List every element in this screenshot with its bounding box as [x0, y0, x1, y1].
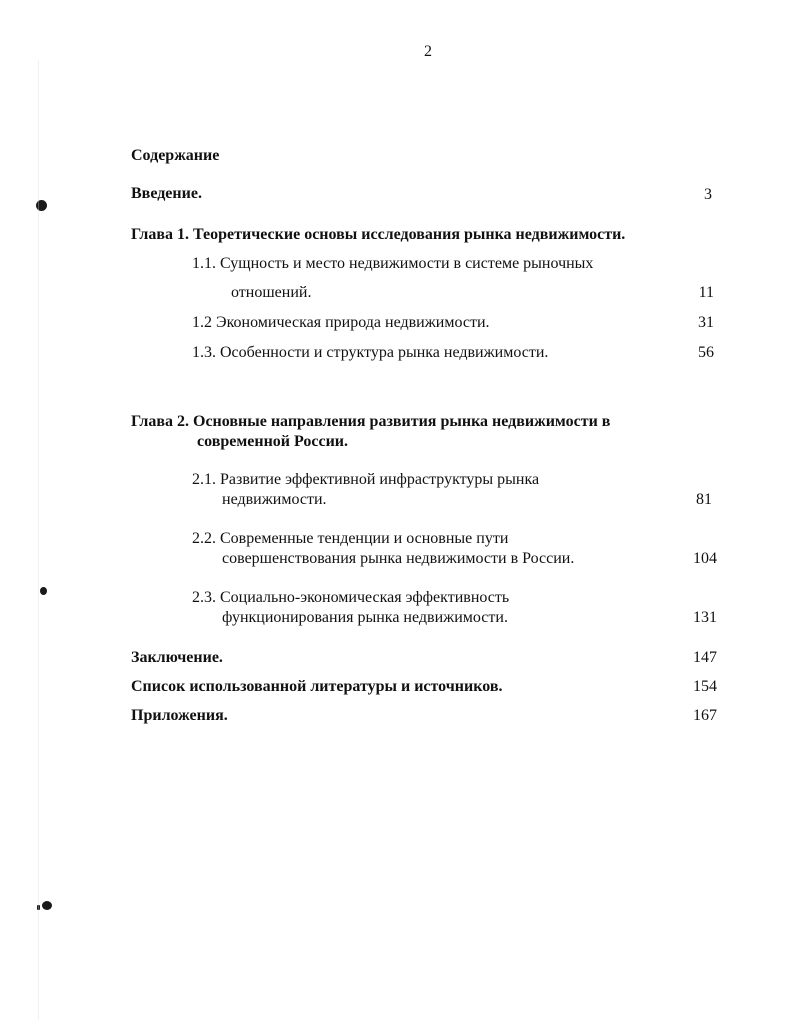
toc-intro-page: 3	[704, 186, 712, 203]
toc-references-page: 154	[693, 678, 717, 695]
toc-section-2-2-page: 104	[693, 550, 717, 567]
toc-section-2-2: 2.2. Современные тенденции и основные пути	[192, 530, 509, 547]
toc-section-1-1-cont: отношений.	[231, 284, 312, 301]
toc-section-1-3-page: 56	[698, 344, 714, 361]
toc-section-2-3-page: 131	[693, 609, 717, 626]
toc-conclusion-page: 147	[693, 649, 717, 666]
toc-section-1-1-page: 11	[698, 284, 714, 301]
toc-appendix-label: Приложения.	[131, 707, 228, 724]
toc-section-1-3: 1.3. Особенности и структура рынка недвижимости.	[192, 344, 549, 361]
scan-speck	[42, 901, 52, 910]
toc-chapter2-title-cont: современной России.	[197, 433, 349, 450]
toc-section-1-1: 1.1. Сущность и место недвижимости в системе рыночных	[192, 255, 594, 272]
toc-section-2-3-cont: функционирования рынка недвижимости.	[222, 609, 508, 626]
toc-references-label: Список использованной литературы и источников.	[131, 678, 503, 695]
scan-margin-line	[38, 60, 39, 1020]
toc-conclusion-label: Заключение.	[131, 649, 223, 666]
toc-appendix-page: 167	[693, 707, 717, 724]
toc-section-2-3: 2.3. Социально-экономическая эффективность	[192, 589, 510, 606]
toc-intro-label: Введение.	[131, 185, 202, 202]
scan-speck	[40, 587, 47, 595]
toc-section-2-1-cont: недвижимости.	[222, 491, 327, 508]
toc-section-1-2-page: 31	[698, 314, 714, 331]
page-number: 2	[424, 43, 432, 60]
toc-heading: Содержание	[131, 147, 220, 164]
toc-section-2-1-page: 81	[696, 491, 712, 508]
toc-section-2-2-cont: совершенствования рынка недвижимости в России.	[222, 550, 575, 567]
toc-chapter1-title: Глава 1. Теоретические основы исследования рынка недвижимости.	[131, 226, 626, 243]
toc-section-2-1: 2.1. Развитие эффективной инфраструктуры рынка	[192, 471, 540, 488]
toc-chapter2-title: Глава 2. Основные направления развития рынка недвижимости в	[131, 413, 611, 430]
toc-section-1-2: 1.2 Экономическая природа недвижимости.	[192, 314, 490, 331]
